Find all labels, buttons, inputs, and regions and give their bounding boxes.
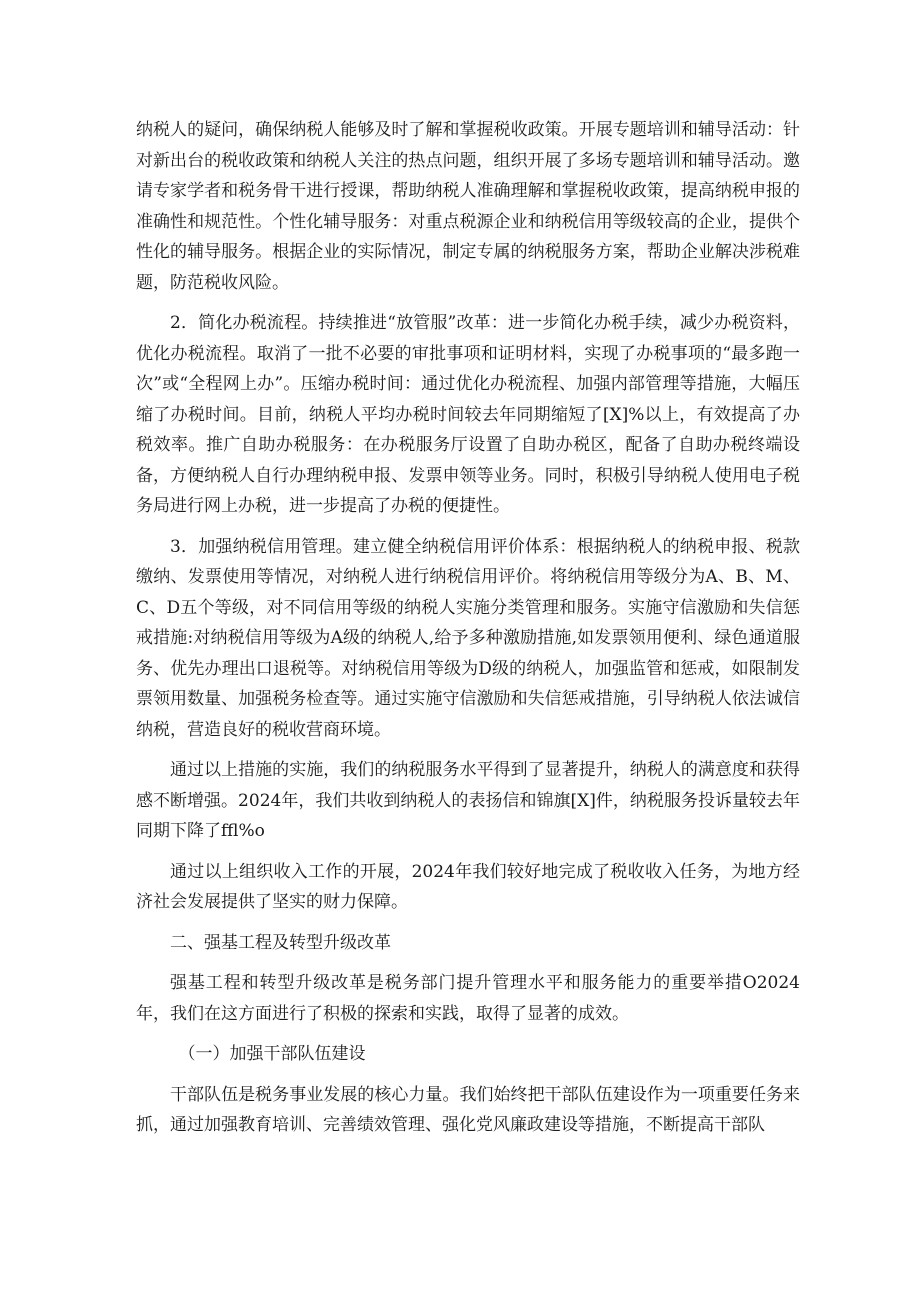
section-heading-reform: 二、强基工程及转型升级改革 [170, 932, 391, 953]
subsection-heading-team: （一）加强干部队伍建设 [178, 1044, 366, 1064]
paragraph-credit-management: 3．加强纳税信用管理。建立健全纳税信用评价体系：根据纳税人的纳税申报、税款缴纳、发票使用等情况，对纳税人进行纳税信用评价。将纳税信用等级分为A、B、M、C、D五个等级，对不同信用等级的纳税人实施分类管理和服务。实施守信激励和失信惩戒措施:对纳税信用等级为A级的纳税人,给予多种激励措施,如发票领用便利、绿色通道服务、优先办理出口退税等。对纳税信用等级为D级的纳税人，加强监管和惩戒，如限制发票领用数量、加强税务检查等。通过实施守信激励和失信惩戒措施，引导纳税人依法诚信纳税，营造良好的税收营商环境。 [136, 536, 800, 740]
paragraph-revenue-summary: 通过以上组织收入工作的开展，2024年我们较好地完成了税收收入任务，为地方经济社会发展提供了坚实的财力保障。 [136, 861, 800, 912]
paragraph-team-building: 干部队伍是税务事业发展的核心力量。我们始终把干部队伍建设作为一项重要任务来抓，通过加强教育培训、完善绩效管理、强化党风廉政建设等措施，不断提高干部队 [136, 1084, 800, 1135]
paragraph-service-continued: 纳税人的疑问，确保纳税人能够及时了解和掌握税收政策。开展专题培训和辅导活动：针对新出台的税收政策和纳税人关注的热点问题，组织开展了多场专题培训和辅导活动。邀请专家学者和税务骨干进行授课，帮助纳税人准确理解和掌握税收政策，提高纳税申报的准确性和规范性。个性化辅导服务：对重点税源企业和纳税信用等级较高的企业，提供个性化的辅导服务。根据企业的实际情况，制定专属的纳税服务方案，帮助企业解决涉税难题，防范税收风险。 [136, 120, 800, 293]
paragraph-reform-intro: 强基工程和转型升级改革是税务部门提升管理水平和服务能力的重要举措O2024年，我们在这方面进行了积极的探索和实践，取得了显著的成效。 [136, 973, 800, 1024]
paragraph-simplify-process: 2．简化办税流程。持续推进“放管服”改革：进一步简化办税手续，减少办税资料，优化办税流程。取消了一批不必要的审批事项和证明材料，实现了办税事项的“最多跑一次”或“全程网上办”。压缩办税时间：通过优化办税流程、加强内部管理等措施，大幅压缩了办税时间。目前，纳税人平均办税时间较去年同期缩短了[X]%以上，有效提高了办税效率。推广自助办税服务：在办税服务厅设置了自助办税区，配备了自助办税终端设备，方便纳税人自行办理纳税申报、发票申领等业务。同时，积极引导纳税人使用电子税务局进行网上办税，进一步提高了办税的便捷性。 [136, 313, 800, 516]
paragraph-service-results: 通过以上措施的实施，我们的纳税服务水平得到了显著提升，纳税人的满意度和获得感不断增强。2024年，我们共收到纳税人的表扬信和锦旗[X]件，纳税服务投诉量较去年同期下降了ffl%o [136, 760, 800, 841]
